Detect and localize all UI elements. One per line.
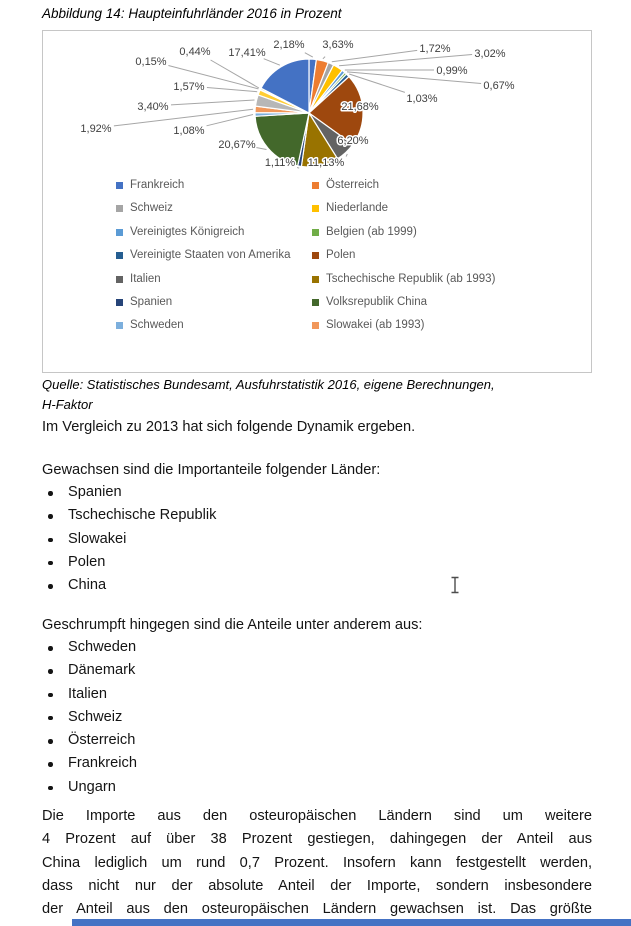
legend-item — [116, 273, 312, 296]
legend-label: Polen — [326, 249, 356, 262]
legend-item — [116, 319, 312, 342]
list-item-text: Slowakei — [68, 530, 127, 547]
body-paragraph — [42, 805, 592, 921]
legend-item — [312, 273, 495, 296]
label-leader-line — [114, 109, 253, 126]
pie-slice-label: 0,67% — [483, 80, 515, 92]
pie-slice-label: 1,08% — [173, 125, 205, 137]
pie-slice-label: 1,72% — [419, 43, 451, 55]
legend-label: Schweiz — [130, 202, 173, 215]
grown-list-heading: Gewachsen sind die Importanteile folgender Länder: — [42, 462, 381, 478]
label-leader-line — [297, 168, 299, 169]
list-item-text: Schweiz — [68, 708, 123, 725]
legend-item — [312, 179, 495, 202]
pie-slice-label: 3,63% — [322, 39, 354, 51]
list-item-text: Italien — [68, 685, 107, 702]
label-leader-line — [323, 57, 325, 59]
paragraph-line: dass nicht nur der absolute Anteil der Importe, sondern insbesondere — [42, 877, 592, 894]
legend-marker-icon — [116, 229, 123, 236]
legend-item — [116, 202, 312, 225]
list-item — [42, 504, 592, 527]
label-leader-line — [207, 115, 254, 126]
legend-label: Volksrepublik China — [326, 295, 428, 308]
list-item — [42, 636, 592, 659]
legend-marker-icon — [312, 252, 319, 259]
pie-slice-label: 11,13% — [307, 157, 345, 169]
label-leader-line — [207, 88, 257, 92]
pie-slice-label: 3,40% — [137, 101, 169, 113]
legend-label: Spanien — [130, 295, 173, 308]
list-item-text: Spanien — [68, 484, 122, 500]
bullet-icon — [48, 762, 53, 767]
legend-marker-icon — [116, 299, 123, 306]
legend-item — [116, 249, 312, 272]
legend-label: Vereinigte Staaten von Amerika — [130, 249, 291, 262]
pie-slice-label: 6,20% — [337, 135, 369, 147]
label-leader-line — [171, 100, 255, 105]
list-item — [42, 528, 592, 551]
legend-item — [312, 202, 495, 225]
legend-label: Vereinigtes Königreich — [130, 225, 245, 238]
legend-marker-icon — [116, 182, 123, 189]
bullet-icon — [48, 716, 53, 721]
pie-slice-label: 2,18% — [273, 39, 305, 51]
legend-marker-icon — [312, 205, 319, 212]
text-cursor-ibeam-icon — [450, 576, 460, 594]
legend-marker-icon — [116, 276, 123, 283]
legend-item — [312, 296, 495, 319]
list-item — [42, 776, 592, 799]
legend-item — [312, 249, 495, 272]
list-item-text: Dänemark — [68, 662, 136, 679]
legend-label: Niederlande — [326, 202, 389, 215]
legend-marker-icon — [312, 322, 319, 329]
legend-label: Frankreich — [130, 179, 185, 191]
legend-item — [116, 296, 312, 319]
legend-marker-icon — [312, 182, 319, 189]
shrunk-list-heading: Geschrumpft hingegen sind die Anteile unter anderem aus: — [42, 617, 423, 633]
grown-list — [42, 481, 592, 597]
legend-marker-icon — [312, 229, 319, 236]
label-leader-line — [346, 154, 347, 157]
legend-marker-icon — [116, 252, 123, 259]
legend-label: Schweden — [130, 319, 184, 332]
bullet-icon — [48, 693, 53, 698]
pie-slice-label: 1,03% — [406, 93, 438, 105]
list-item-text: Frankreich — [68, 755, 137, 772]
list-item — [42, 481, 592, 504]
label-leader-line — [305, 53, 313, 57]
legend-label: Belgien (ab 1999) — [326, 225, 417, 238]
legend-item — [116, 226, 312, 249]
list-item — [42, 551, 592, 574]
cutoff-blue-band — [72, 919, 631, 926]
bullet-icon — [48, 739, 53, 744]
legend-item — [116, 179, 312, 202]
bullet-icon — [48, 669, 53, 674]
list-item — [42, 729, 592, 752]
pie-slice-label: 17,41% — [228, 47, 266, 59]
legend-marker-icon — [312, 276, 319, 283]
pie-slice-label: 0,15% — [135, 56, 167, 68]
pie-slice-label: 1,11% — [264, 157, 296, 169]
list-item-text: China — [68, 577, 107, 594]
legend-marker-icon — [116, 322, 123, 329]
list-item — [42, 574, 592, 597]
bullet-icon — [48, 538, 53, 543]
paragraph-line: Die Importe aus den osteuropäischen Ländern sind um weitere — [42, 808, 592, 824]
label-leader-line — [264, 59, 280, 65]
legend-marker-icon — [116, 205, 123, 212]
label-leader-line — [255, 147, 267, 149]
legend-item — [312, 226, 495, 249]
figure-source-line2: H-Faktor — [42, 397, 93, 412]
list-item-text: Tschechische Republik — [68, 507, 217, 524]
pie-slice-label: 1,92% — [80, 123, 112, 135]
pie-chart-figure — [42, 30, 592, 373]
bullet-icon — [48, 491, 53, 496]
pie-slice-label: 0,99% — [436, 65, 468, 77]
figure-caption: Abbildung 14: Haupteinfuhrländer 2016 in Prozent — [42, 6, 342, 21]
legend-label: Österreich — [326, 179, 380, 191]
list-item-text: Polen — [68, 553, 106, 570]
shrunk-list — [42, 636, 592, 799]
list-item — [42, 683, 592, 706]
legend-label: Italien — [130, 272, 161, 285]
list-item-text: Ungarn — [68, 778, 116, 795]
list-item — [42, 706, 592, 729]
paragraph-line: der Anteil aus den osteuropäischen Ländern gewachsen ist. Das größte — [42, 901, 592, 918]
paragraph-line: 4 Prozent auf über 38 Prozent gestiegen, dahingegen der Anteil aus — [42, 831, 592, 848]
legend-item — [312, 319, 495, 342]
intro-sentence: Im Vergleich zu 2013 hat sich folgende Dynamik ergeben. — [42, 419, 416, 435]
bullet-icon — [48, 514, 53, 519]
list-item-text: Österreich — [68, 732, 136, 749]
bullet-icon — [48, 786, 53, 791]
pie-slice-label: 1,57% — [173, 81, 205, 93]
legend-marker-icon — [312, 299, 319, 306]
bullet-icon — [48, 561, 53, 566]
list-item — [42, 752, 592, 775]
pie-slice-label: 20,67% — [218, 139, 256, 151]
label-leader-line — [211, 60, 259, 88]
figure-source-line1: Quelle: Statistisches Bundesamt, Ausfuhrstatistik 2016, eigene Berechnungen, — [42, 377, 495, 392]
legend-label: Tschechische Republik (ab 1993) — [326, 272, 496, 285]
paragraph-line: China lediglich um rund 0,7 Prozent. Insofern kann festgestellt werden, — [42, 854, 592, 871]
pie-slice-label: 0,44% — [179, 46, 211, 58]
list-item — [42, 659, 592, 682]
pie-slice-label: 21,68% — [341, 101, 379, 113]
bullet-icon — [48, 646, 53, 651]
list-item-text: Schweden — [68, 639, 137, 655]
pie-slice-label: 3,02% — [474, 48, 506, 60]
bullet-icon — [48, 584, 53, 589]
legend-label: Slowakei (ab 1993) — [326, 319, 425, 332]
chart-legend — [116, 179, 495, 343]
